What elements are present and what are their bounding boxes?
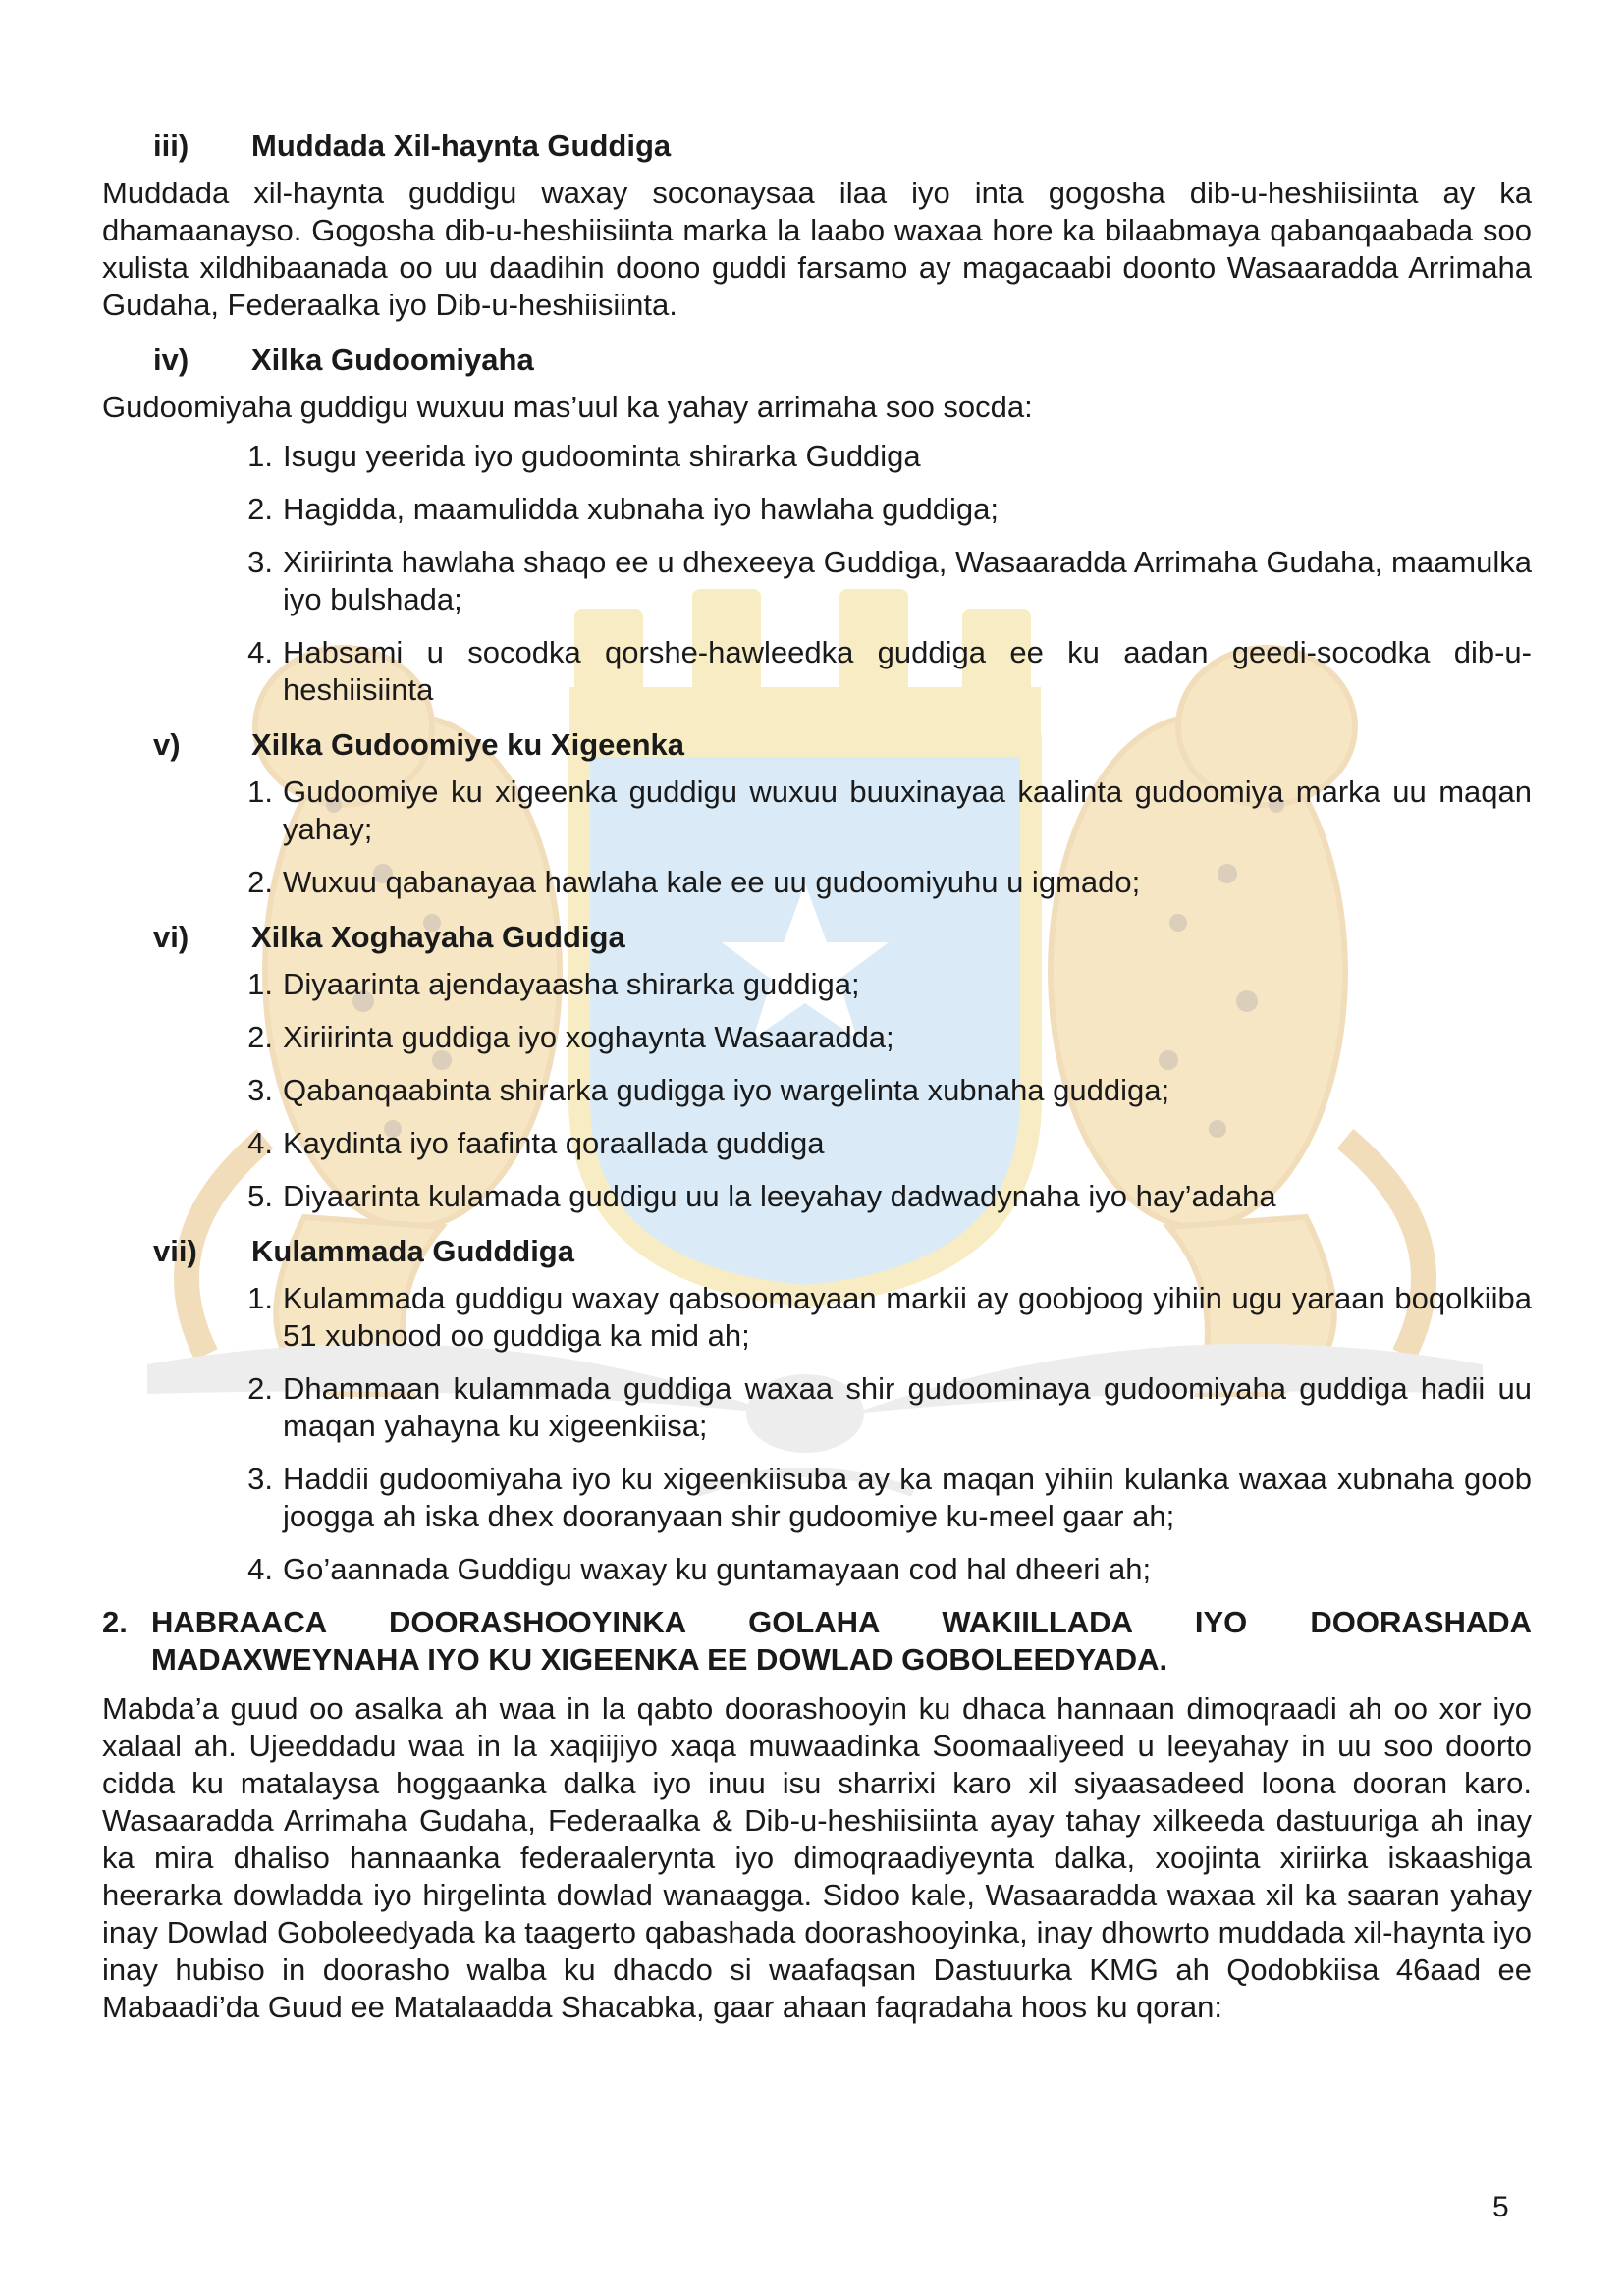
list-item-number: 4. (247, 1126, 273, 1160)
list-item-number: 1. (247, 439, 273, 473)
list-item (102, 966, 1532, 1003)
list-item-text: Qabanqaabinta shirarka gudigga iyo wargelinta xubnaha guddiga; (283, 1073, 1170, 1107)
section-title: Kulammada Gudddiga (251, 1234, 574, 1268)
list-item-text: Isugu yeerida iyo gudoominta shirarka Guddiga (283, 439, 921, 473)
chapter-title-line-1: HABRAACA DOORASHOOYINKA GOLAHA WAKIILLADA IYO DOORASHADA (151, 1605, 1532, 1639)
section-heading-v (102, 724, 1532, 766)
list-item (102, 1551, 1532, 1588)
section-paragraph: Muddada xil-haynta guddigu waxay soconaysaa ilaa iyo inta gogosha dib-u-heshiisiinta ay ka dhamaanayso. Gogosha dib-u-heshiisiinta marka la laabo waxaa hore ka bilaabmaya qabanqaabada soo xulista xildhibaanada oo uu daadihin doono guddi farsamo ay magacaabi doonto Wasaaradda Arrimaha Gudaha, Federaalka iyo Dib-u-heshiisiinta. (102, 176, 1532, 322)
section-heading-iv (102, 340, 1532, 381)
list-item (102, 1370, 1532, 1445)
list-item-text: Diyaarinta ajendayaasha shirarka guddiga; (283, 967, 860, 1001)
list-item-text: Dhammaan kulammada guddiga waxaa shir gudoominaya gudoomiyaha guddiga hadii uu maqan yahayna ku xigeenkiisa; (283, 1371, 1532, 1443)
chapter-title (151, 1604, 1532, 1679)
list-item-number: 3. (247, 1462, 273, 1496)
list-item (102, 438, 1532, 475)
list-item (102, 491, 1532, 528)
list-item (102, 1280, 1532, 1355)
list-item-text: Gudoomiye ku xigeenka guddigu wuxuu buuxinayaa kaalinta gudoomiya marka uu maqan yahay; (283, 774, 1532, 846)
section-heading-vii (102, 1231, 1532, 1272)
list-item-number: 2. (247, 865, 273, 899)
section-number: vii) (153, 1234, 197, 1268)
list-item-text: Wuxuu qabanayaa hawlaha kale ee uu gudoomiyuhu u igmado; (283, 865, 1141, 899)
list-item-number: 2. (247, 1020, 273, 1054)
list-item (102, 544, 1532, 618)
list-item-text: Xiriirinta guddiga iyo xoghaynta Wasaaradda; (283, 1020, 894, 1054)
list-item (102, 1019, 1532, 1056)
list-item-number: 2. (247, 492, 273, 526)
numbered-list (102, 438, 1532, 709)
list-item-text: Xiriirinta hawlaha shaqo ee u dhexeeya Guddiga, Wasaaradda Arrimaha Gudaha, maamulka iyo bulshada; (283, 545, 1532, 616)
list-item-number: 3. (247, 1073, 273, 1107)
page-number: 5 (1492, 2191, 1509, 2223)
list-item-text: Diyaarinta kulamada guddigu uu la leeyahay dadwadynaha iyo hay’adaha (283, 1179, 1276, 1213)
section-number: v) (153, 727, 181, 762)
list-item (102, 1072, 1532, 1109)
chapter-heading (102, 1604, 1532, 1679)
section-title: Xilka Xoghayaha Guddiga (251, 920, 625, 954)
list-item (102, 774, 1532, 848)
numbered-list (102, 774, 1532, 901)
list-item-text: Habsami u socodka qorshe-hawleedka guddiga ee ku aadan geedi-socodka dib-u-heshiisiinta (283, 635, 1532, 707)
numbered-list (102, 966, 1532, 1215)
section-intro: Gudoomiyaha guddigu wuxuu mas’uul ka yahay arrimaha soo socda: (102, 390, 1033, 424)
section-heading-iii (102, 126, 1532, 167)
list-item-number: 4. (247, 1552, 273, 1586)
list-item-number: 1. (247, 967, 273, 1001)
list-item-text: Haddii gudoomiyaha iyo ku xigeenkiisuba ay ka maqan yihiin kulanka waxaa xubnaha goob joogga ah iska dhex dooranyaan shir gudoomiye ku-meel gaar ah; (283, 1462, 1532, 1533)
list-item-text: Hagidda, maamulidda xubnaha iyo hawlaha guddiga; (283, 492, 1000, 526)
list-item-number: 1. (247, 1281, 273, 1315)
section-title: Xilka Gudoomiye ku Xigeenka (251, 727, 685, 762)
final-paragraph: Mabda’a guud oo asalka ah waa in la qabto doorashooyin ku dhaca hannaan dimoqraadi ah oo xor iyo xalaal ah. Ujeeddadu waa in la xaqiijiyo xaqa muwaadinka Soomaaliyeed u leeyahay in uu soo doorto cidda ku matalaysa hoggaanka dalka iyo inuu isu sharrixi karo xil siyaasadeed loona dooran karo. Wasaaradda Arrimaha Gudaha, Federaalka & Dib-u-heshiisiinta ayay tahay xilkeeda dastuuriga ah inay ka mira dhaliso hannaanka federaalerynta iyo dimoqraadiyeynta dalka, xoojinta xiriirka iskaashiga heerarka dowladda iyo hirgelinta dowlad wanaagga. Sidoo kale, Wasaaradda waxaa xil ka saaran yahay inay Dowlad Goboleedyada ka taagerto qabashada doorashooyinka, inay dhowrto muddada xil-haynta iyo inay hubiso in doorasho walba ku dhacdo si waafaqsan Dastuurka KMG ah Qodobkiisa 46aad ee Mabaadi’da Guud ee Matalaadda Shacabka, gaar ahaan faqradaha hoos ku qoran: (102, 1691, 1532, 2024)
section-title: Muddada Xil-haynta Guddiga (251, 129, 672, 163)
list-item-number: 2. (247, 1371, 273, 1406)
chapter-number: 2. (102, 1605, 128, 1639)
section-number: iii) (153, 129, 189, 163)
list-item-number: 1. (247, 774, 273, 809)
list-item (102, 1125, 1532, 1162)
list-item-number: 5. (247, 1179, 273, 1213)
list-item-text: Kaydinta iyo faafinta qoraallada guddiga (283, 1126, 825, 1160)
list-item-text: Go’aannada Guddigu waxay ku guntamayaan cod hal dheeri ah; (283, 1552, 1152, 1586)
numbered-list (102, 1280, 1532, 1588)
list-item (102, 1461, 1532, 1535)
list-item (102, 1178, 1532, 1215)
section-number: vi) (153, 920, 189, 954)
list-item-number: 4. (247, 635, 273, 669)
chapter-title-line-2: MADAXWEYNAHA IYO KU XIGEENKA EE DOWLAD GOBOLEEDYADA. (151, 1642, 1168, 1677)
document-page (102, 126, 1532, 2042)
list-item (102, 634, 1532, 709)
list-item (102, 864, 1532, 901)
section-heading-vi (102, 917, 1532, 958)
section-title: Xilka Gudoomiyaha (251, 343, 534, 377)
list-item-number: 3. (247, 545, 273, 579)
section-number: iv) (153, 343, 189, 377)
list-item-text: Kulammada guddigu waxay qabsoomayaan markii ay goobjoog yihiin ugu yaraan boqolkiiba 51 xubnood oo guddiga ka mid ah; (283, 1281, 1532, 1353)
